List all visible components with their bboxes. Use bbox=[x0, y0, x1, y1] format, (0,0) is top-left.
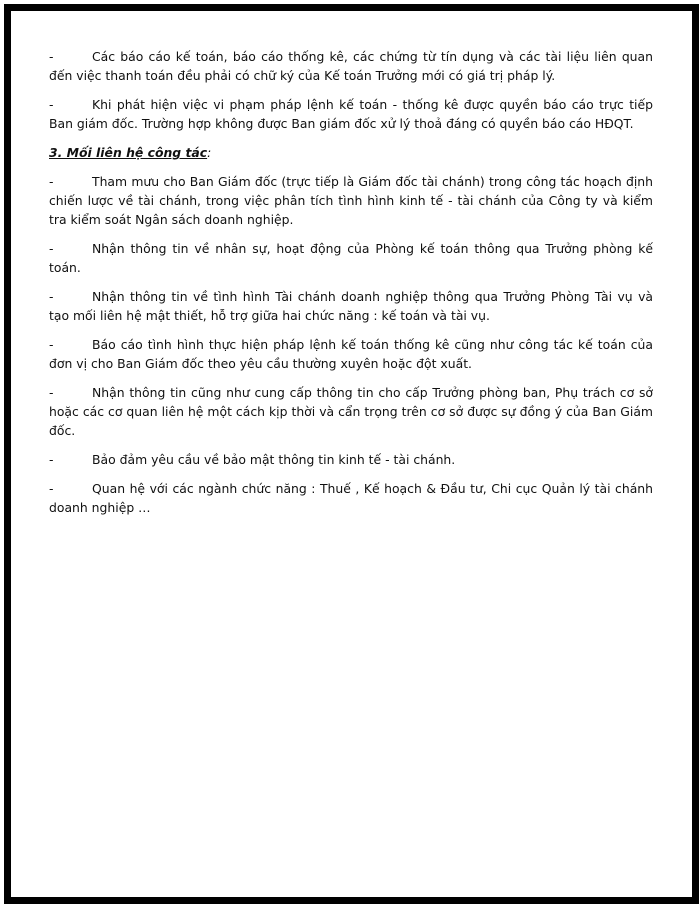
paragraph-text: Nhận thông tin cũng như cung cấp thông tin cho cấp Trưởng phòng ban, Phụ trách cơ sở hoặc các cơ quan liên hệ một cách kịp thời và cẩn trọng trên cơ sở được sự đồng ý của Ban Giám đốc. bbox=[49, 385, 653, 438]
bullet-dash: - bbox=[49, 49, 54, 64]
bullet-dash: - bbox=[49, 289, 54, 304]
bullet-dash: - bbox=[49, 174, 54, 189]
paragraph bbox=[49, 450, 653, 469]
paragraph-text: Nhận thông tin về nhân sự, hoạt động của Phòng kế toán thông qua Trưởng phòng kế toán. bbox=[49, 241, 653, 275]
paragraph bbox=[49, 239, 653, 277]
bullet-dash: - bbox=[49, 452, 54, 467]
paragraph-text: Khi phát hiện việc vi phạm pháp lệnh kế toán - thống kê được quyền báo cáo trực tiếp Ban giám đốc. Trường hợp không được Ban giám đốc xử lý thoả đáng có quyền báo cáo HĐQT. bbox=[49, 97, 653, 131]
bullet-dash: - bbox=[49, 241, 54, 256]
paragraph bbox=[49, 47, 653, 85]
bullet-dash: - bbox=[49, 481, 54, 496]
section-heading: 3. Mối liên hệ công tác bbox=[49, 145, 208, 160]
paragraph-text: Nhận thông tin về tình hình Tài chánh doanh nghiệp thông qua Trưởng Phòng Tài vụ và tạo mối liên hệ mật thiết, hỗ trợ giữa hai chức năng : kế toán và tài vụ. bbox=[49, 289, 653, 323]
paragraph-text: Quan hệ với các ngành chức năng : Thuế , Kế hoạch & Đầu tư, Chi cục Quản lý tài chánh doanh nghiệp … bbox=[49, 481, 653, 515]
paragraph bbox=[49, 335, 653, 373]
paragraph-text: Bảo đảm yêu cầu về bảo mật thông tin kinh tế - tài chánh. bbox=[92, 452, 456, 467]
paragraph-text: Báo cáo tình hình thực hiện pháp lệnh kế toán thống kê cũng như công tác kế toán của đơn vị cho Ban Giám đốc theo yêu cầu thường xuyên hoặc đột xuất. bbox=[49, 337, 653, 371]
section-heading-colon: : bbox=[207, 145, 212, 160]
bullet-dash: - bbox=[49, 385, 54, 400]
section-heading-line bbox=[49, 143, 653, 162]
paragraph-text: Các báo cáo kế toán, báo cáo thống kê, các chứng từ tín dụng và các tài liệu liên quan đến việc thanh toán đều phải có chữ ký của Kế toán Trưởng mới có giá trị pháp lý. bbox=[49, 49, 653, 83]
paragraph bbox=[49, 479, 653, 517]
paragraph bbox=[49, 172, 653, 229]
paragraph bbox=[49, 383, 653, 440]
bullet-dash: - bbox=[49, 337, 54, 352]
paragraph bbox=[49, 95, 653, 133]
bullet-dash: - bbox=[49, 97, 54, 112]
document-body bbox=[49, 47, 653, 527]
paragraph-text: Tham mưu cho Ban Giám đốc (trực tiếp là Giám đốc tài chánh) trong công tác hoạch định chiến lược về tài chánh, trong việc phân tích tình hình kinh tế - tài chánh của Công ty và kiểm tra kiểm soát Ngân sách doanh nghiệp. bbox=[49, 174, 653, 227]
paragraph bbox=[49, 287, 653, 325]
